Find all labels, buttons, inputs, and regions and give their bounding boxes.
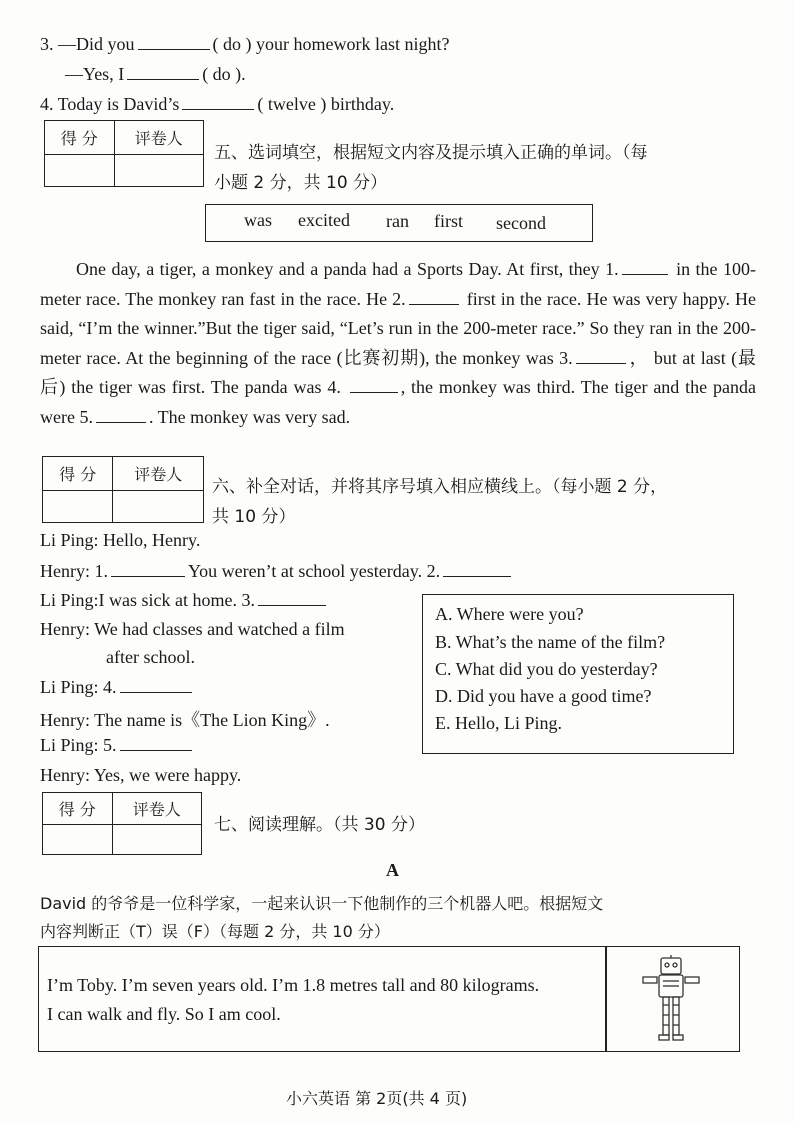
section-7-title: 七、阅读理解。（共 30 分） — [214, 815, 425, 835]
word-bank-item: ran — [386, 211, 409, 231]
dialogue-line: Henry: 1. You weren’t at school yesterday. 2. — [40, 561, 514, 582]
reading-intro: David 的爷爷是一位科学家，一起来认识一下他制作的三个机器人吧。根据短文 内容判断正（T）误（F）（每题 2 分，共 10 分） — [40, 894, 604, 941]
score-cell[interactable] — [43, 491, 113, 523]
answer-blank[interactable] — [138, 48, 210, 50]
answer-blank[interactable] — [409, 303, 459, 305]
part-heading: A — [386, 860, 399, 880]
options-box — [422, 594, 734, 754]
score-table — [42, 792, 202, 855]
reading-box — [38, 946, 740, 1052]
dialogue-line: Li Ping: 4. — [40, 677, 195, 698]
answer-blank[interactable] — [622, 273, 668, 275]
score-cell[interactable] — [45, 155, 115, 187]
score-header: 得 分 — [43, 793, 113, 825]
box-divider — [605, 947, 607, 1051]
option-item: E. Hello, Li Ping. — [435, 713, 562, 733]
score-cell[interactable] — [43, 825, 113, 855]
grader-header: 评卷人 — [112, 793, 201, 825]
grader-cell[interactable] — [112, 825, 201, 855]
score-table — [42, 456, 204, 523]
question-3-line2: —Yes, I ( do ). — [65, 64, 246, 84]
answer-blank[interactable] — [111, 575, 185, 577]
robot-illustration — [639, 955, 703, 1043]
answer-blank[interactable] — [258, 604, 326, 606]
cloze-passage: One day, a tiger, a monkey and a panda had a Sports Day. At first, they 1. in the 100-meter race. The monkey ran fast in the race. He 2. first in the race. He was very happy. He said, “I’m the winner.”But the tiger said, “Let’s run in the 200-meter race.” So they ran in the 200-meter race. At the beginning of the race (比赛初期), the monkey was 3. ， but at last (最后) the tiger was first. The panda was 4. , the monkey was third. The tiger and the panda were 5. . The monkey was very sad. — [40, 259, 757, 427]
answer-blank[interactable] — [120, 749, 192, 751]
word-bank — [205, 204, 593, 242]
option-item: B. What’s the name of the film? — [435, 632, 666, 652]
dialogue-line: after school. — [106, 647, 195, 667]
answer-blank[interactable] — [127, 78, 199, 80]
grader-cell[interactable] — [114, 155, 203, 187]
answer-blank[interactable] — [120, 691, 192, 693]
word-bank-item: first — [434, 211, 463, 231]
robot-description: I’m Toby. I’m seven years old. I’m 1.8 metres tall and 80 kilograms. I can walk and fly. So I am cool. — [47, 975, 540, 1024]
answer-blank[interactable] — [443, 575, 511, 577]
answer-blank[interactable] — [576, 362, 626, 364]
grader-header: 评卷人 — [114, 121, 203, 155]
word-bank-item: was — [244, 210, 272, 230]
score-header: 得 分 — [43, 457, 113, 491]
option-item: C. What did you do yesterday? — [435, 659, 658, 679]
question-4: 4. Today is David’s ( twelve ) birthday. — [40, 94, 395, 114]
page-footer: 小六英语 第 2页(共 4 页) — [286, 1089, 468, 1108]
grader-cell[interactable] — [113, 491, 204, 523]
dialogue-line: Li Ping: 5. — [40, 735, 195, 756]
option-item: D. Did you have a good time? — [435, 686, 652, 706]
word-bank-item: second — [496, 213, 546, 233]
dialogue-line: Li Ping:I was sick at home. 3. — [40, 590, 329, 611]
dialogue-line: Henry: The name is《The Lion King》. — [40, 710, 330, 730]
dialogue-line: Henry: We had classes and watched a film — [40, 619, 345, 639]
answer-blank[interactable] — [182, 108, 254, 110]
answer-blank[interactable] — [350, 391, 398, 393]
question-3-line1: 3. —Did you ( do ) your homework last night? — [40, 34, 450, 54]
grader-header: 评卷人 — [113, 457, 204, 491]
word-bank-item: excited — [298, 210, 350, 230]
score-table — [44, 120, 204, 187]
dialogue-line: Henry: Yes, we were happy. — [40, 765, 242, 785]
section-5-title: 五、选词填空，根据短文内容及提示填入正确的单词。（每 小题 2 分，共 10 分） — [214, 143, 648, 193]
section-6-title: 六、补全对话，并将其序号填入相应横线上。（每小题 2 分， 共 10 分） — [212, 477, 668, 527]
dialogue-line: Li Ping: Hello, Henry. — [40, 530, 201, 550]
answer-blank[interactable] — [96, 421, 146, 423]
option-item: A. Where were you? — [435, 604, 584, 624]
score-header: 得 分 — [45, 121, 115, 155]
